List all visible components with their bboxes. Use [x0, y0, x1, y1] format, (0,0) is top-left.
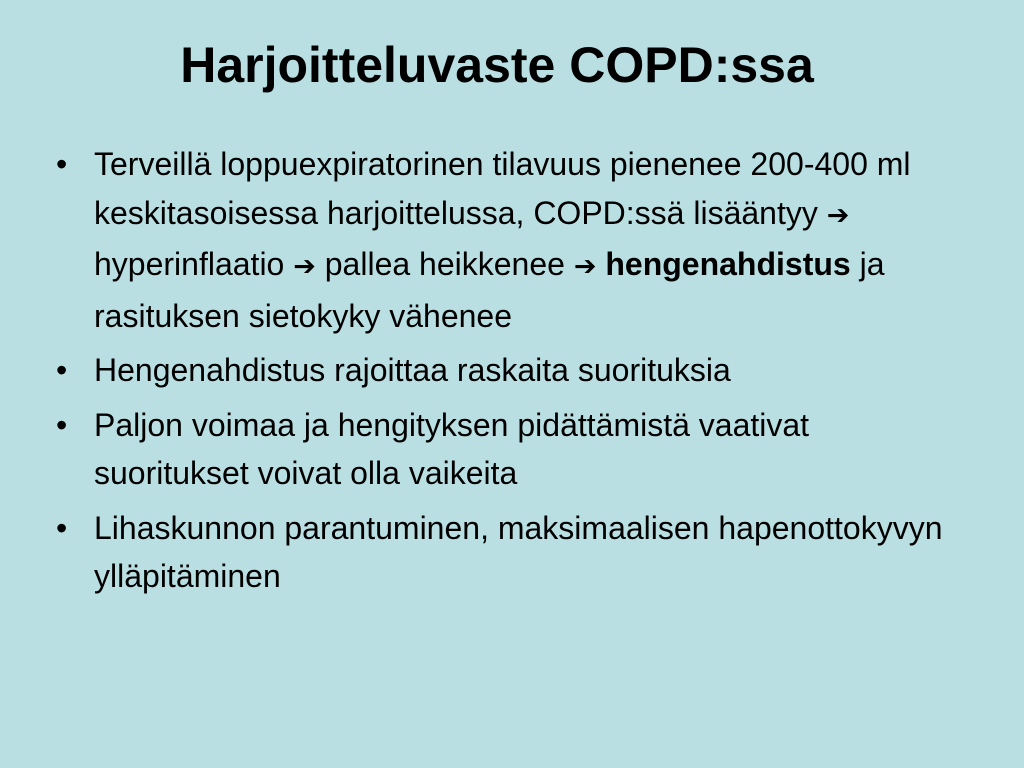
arrow-right-icon: ➔	[293, 251, 316, 282]
bullet-text-segment: Terveillä loppuexpiratorinen tilavuus pienenee 200-400 ml keskitasoisessa harjoittelussa, COPD:ssä lisääntyy	[94, 146, 911, 231]
bullet-item	[56, 346, 956, 395]
bullet-item	[56, 401, 956, 498]
bullet-text-segment: pallea heikkenee	[315, 246, 574, 282]
bullet-text-segment: hyperinflaatio	[94, 246, 294, 282]
bullet-icon: •	[56, 146, 68, 182]
bullet-text-segment: ja rasituksen sietokyky vähenee	[94, 246, 885, 334]
bullet-icon: •	[56, 352, 68, 388]
bullet-item	[56, 504, 956, 601]
bullet-text: Lihaskunnon parantuminen, maksimaalisen hapenottokyvyn ylläpitäminen	[94, 509, 943, 594]
slide-title: Harjoitteluvaste COPD:ssa	[180, 37, 814, 93]
bullet-text: Hengenahdistus rajoittaa raskaita suorituksia	[94, 352, 731, 388]
arrow-right-icon: ➔	[826, 199, 850, 231]
bullet-list	[56, 140, 956, 607]
bullet-icon: •	[56, 509, 68, 546]
bullet-emphasis-text: hengenahdistus	[605, 246, 851, 282]
bullet-icon: •	[56, 406, 68, 443]
bullet-item	[56, 140, 956, 340]
bullet-text: Paljon voimaa ja hengityksen pidättämistä vaativat suoritukset voivat olla vaikeita	[94, 406, 810, 491]
arrow-right-icon: ➔	[573, 251, 597, 282]
